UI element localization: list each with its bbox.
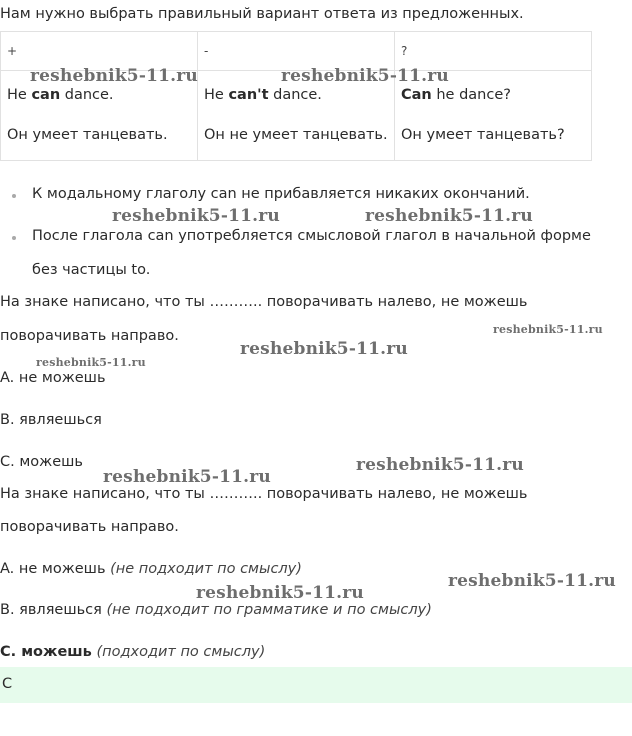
list-item: После глагола can употребляется смысловой глагол в начальной форме (14, 228, 591, 244)
watermark: reshebnik5-11.ru (36, 356, 146, 369)
question-line-1: На знаке написано, что ты ……….. поворачивать налево, не можешь (0, 294, 528, 310)
option-a: A. не можешь (0, 370, 106, 386)
answer-box (0, 667, 632, 703)
option-b: B. являешься (0, 412, 102, 428)
watermark: reshebnik5-11.ru (196, 583, 364, 603)
answer-value: C (2, 676, 13, 692)
header-negative: - (198, 32, 395, 71)
analysis-option-c: C. можешь (подходит по смыслу) (0, 644, 266, 660)
watermark: reshebnik5-11.ru (240, 339, 408, 359)
rule-continuation: без частицы to. (32, 262, 151, 278)
cell-negative: He can't dance. Он не умеет танцевать. (198, 71, 395, 161)
watermark: reshebnik5-11.ru (103, 467, 271, 487)
watermark: reshebnik5-11.ru (448, 571, 616, 591)
watermark: reshebnik5-11.ru (365, 206, 533, 226)
analysis-line-1: На знаке написано, что ты ……….. поворачивать налево, не можешь (0, 486, 528, 502)
option-c: C. можешь (0, 454, 83, 470)
list-item: К модальному глаголу can не прибавляется никаких окончаний. (14, 186, 530, 202)
question-line-2: поворачивать направо. (0, 328, 179, 344)
watermark: reshebnik5-11.ru (493, 323, 603, 336)
cell-affirmative: He can dance. Он умеет танцевать. (1, 71, 198, 161)
watermark: reshebnik5-11.ru (281, 66, 449, 86)
watermark: reshebnik5-11.ru (356, 455, 524, 475)
analysis-option-b: B. являешься (не подходит по грамматике и по смыслу) (0, 602, 432, 618)
analysis-option-a: A. не можешь (не подходит по смыслу) (0, 561, 302, 577)
intro-text: Нам нужно выбрать правильный вариант ответа из предложенных. (0, 6, 524, 22)
header-question: ? (395, 32, 592, 71)
header-affirmative: + (1, 32, 198, 71)
watermark: reshebnik5-11.ru (112, 206, 280, 226)
analysis-line-2: поворачивать направо. (0, 519, 179, 535)
cell-question: Can he dance? Он умеет танцевать? (395, 71, 592, 161)
watermark: reshebnik5-11.ru (30, 66, 198, 86)
table-header-row (1, 32, 592, 71)
can-grammar-table (0, 31, 592, 161)
